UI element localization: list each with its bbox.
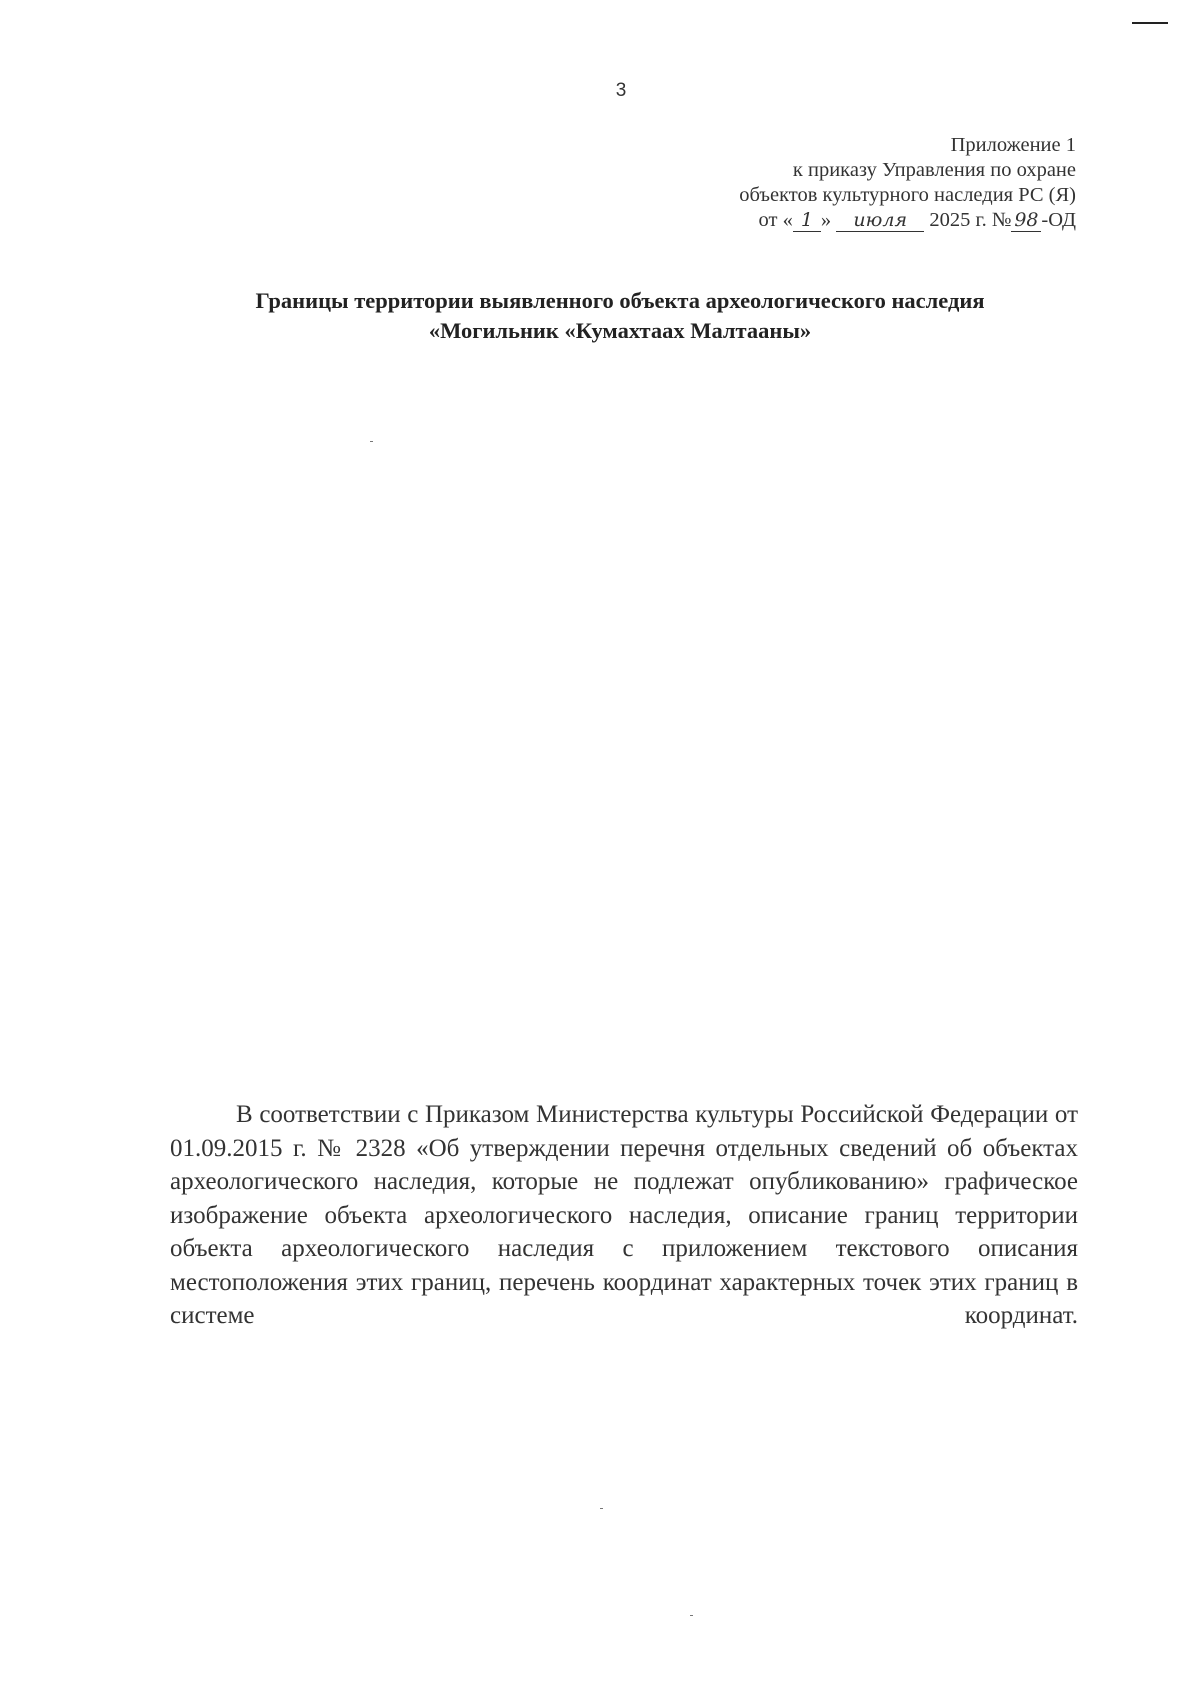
handwritten-day: 1 <box>793 209 821 232</box>
title-line-2: «Могильник «Кумахтаах Малтааны» <box>428 318 812 343</box>
date-prefix: от « <box>758 209 793 231</box>
date-quote-close: » <box>820 209 832 231</box>
body-paragraph <box>170 1098 1078 1333</box>
scan-speck <box>690 1615 693 1616</box>
scan-speck <box>370 441 373 442</box>
date-year: 2025 г. № <box>929 209 1012 231</box>
page-number: 3 <box>615 80 627 101</box>
scan-speck <box>600 1508 603 1509</box>
body-paragraph-text: В соответствии с Приказом Министерства культуры Российской Федерации от 01.09.2015 г. № 2328 «Об утверждении перечня отдельных сведений об объектах археологического наследия, которые не подлежат опубликованию» графическое изображение объекта археологического наследия, описание границ территории объекта археологического наследия с приложением текстового описания местоположения этих границ, перечень координат характерных точек этих границ в системе координат. <box>170 1101 1078 1329</box>
appendix-title: Приложение 1 <box>950 134 1076 156</box>
title-line-1: Границы территории выявленного объекта археологического наследия <box>255 288 985 313</box>
document-title <box>150 286 1090 346</box>
appendix-date-line <box>739 208 1076 233</box>
appendix-authority: объектов культурного наследия РС (Я) <box>739 184 1076 206</box>
appendix-order-ref: к приказу Управления по охране <box>792 159 1076 181</box>
corner-scan-mark <box>1132 22 1168 24</box>
appendix-header <box>739 133 1076 233</box>
order-suffix: -ОД <box>1041 209 1076 231</box>
handwritten-month: июля <box>836 209 924 232</box>
handwritten-order-number: 98 <box>1011 209 1041 232</box>
